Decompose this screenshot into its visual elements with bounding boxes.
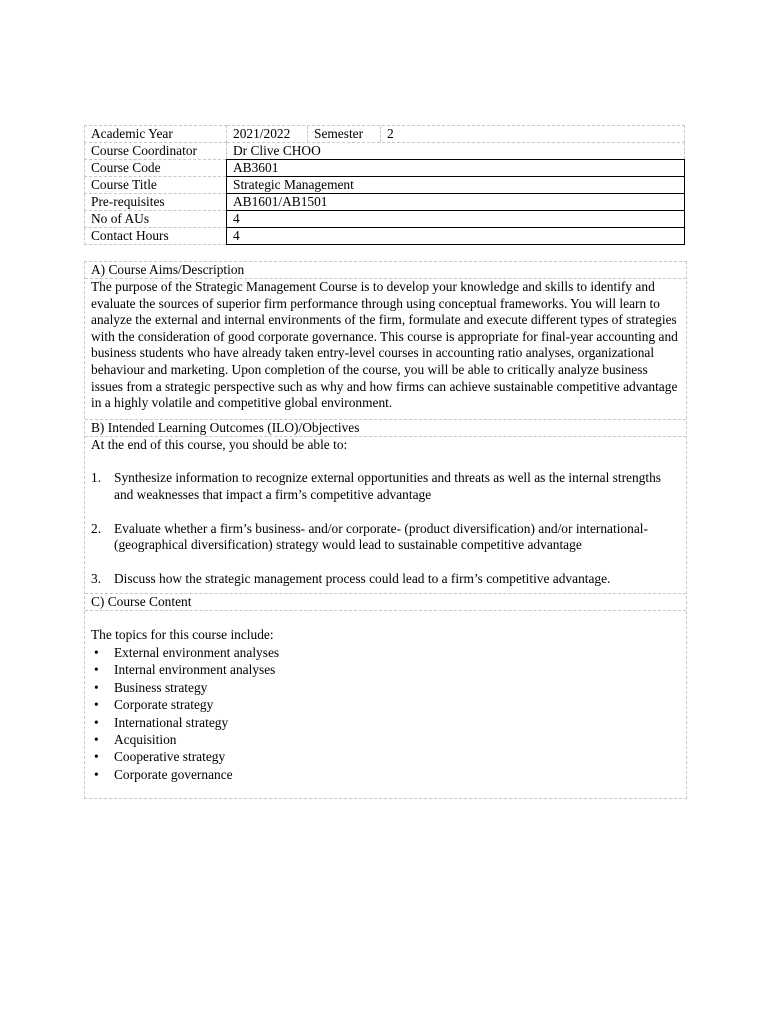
prerequisites-row (85, 194, 685, 211)
topic-text: Acquisition (114, 731, 177, 747)
bullet-icon: • (94, 662, 99, 678)
topic-text: External environment analyses (114, 644, 280, 660)
section-c-body (85, 611, 686, 798)
topic-text: Internal environment analyses (114, 662, 276, 678)
aus-label: No of AUs (85, 211, 227, 228)
bullet-icon: • (94, 697, 99, 713)
course-info-table (84, 125, 685, 245)
academic-year-label: Academic Year (85, 126, 227, 143)
list-item (91, 766, 680, 783)
topic-text: Business strategy (114, 679, 208, 695)
aus-row (85, 211, 685, 228)
course-code-label: Course Code (85, 160, 227, 177)
contact-hours-label: Contact Hours (85, 228, 227, 245)
semester-value: 2 (387, 126, 394, 141)
list-item (91, 661, 680, 678)
course-outline-page (84, 125, 685, 782)
course-sections (84, 261, 687, 799)
contact-hours-row (85, 228, 685, 245)
course-code-row (85, 160, 685, 177)
course-title-row (85, 177, 685, 194)
ilo-text: Discuss how the strategic management process could lead to a firm’s competitive advantage. (114, 570, 611, 586)
bullet-icon: • (94, 714, 99, 730)
section-a-body (85, 279, 686, 420)
ilo-number: 2. (91, 520, 102, 536)
section-b-heading: B) Intended Learning Outcomes (ILO)/Objectives (85, 420, 686, 437)
ilo-intro: At the end of this course, you should be able to: (91, 436, 348, 452)
course-code-value: AB3601 (227, 160, 685, 177)
topics-list (91, 644, 680, 783)
bullet-icon: • (94, 679, 99, 695)
topic-text: Corporate strategy (114, 697, 214, 713)
ilo-number: 1. (91, 470, 102, 486)
prerequisites-label: Pre-requisites (85, 194, 227, 211)
topic-text: International strategy (114, 714, 229, 730)
coordinator-label: Course Coordinator (85, 143, 227, 160)
aus-value: 4 (227, 211, 685, 228)
topic-text: Cooperative strategy (114, 749, 226, 765)
prerequisites-value: AB1601/AB1501 (227, 194, 685, 211)
coordinator-row (85, 143, 685, 160)
list-item (91, 470, 680, 503)
section-b-body (85, 437, 686, 595)
course-description: The purpose of the Strategic Management Course is to develop your knowledge and skills to identify and evaluate the sources of superior firm performance through using conceptual frameworks. You will learn to analyze the external and internal environments of the firm, formulate and execute different types of strategies with the consideration of good corporate governance. This course is appropriate for final-year accounting and business students who have already taken entry-level courses in accounting ratio analyses, organizational behaviour and marketing. Upon completion of the course, you will be able to critically analyze business issues from a strategic perspective such as why and how firms can achieve sustainable competitive advantage in a highly volatile and competitive global environment. (91, 279, 678, 411)
list-item (91, 644, 680, 661)
semester-label: Semester (308, 126, 381, 142)
bullet-icon: • (94, 766, 99, 782)
academic-year-value: 2021/2022 (233, 126, 308, 142)
course-title-value: Strategic Management (227, 177, 685, 194)
course-title-label: Course Title (85, 177, 227, 194)
contact-hours-value: 4 (227, 228, 685, 245)
list-item (91, 748, 680, 765)
section-c-heading: C) Course Content (85, 594, 686, 611)
coordinator-value: Dr Clive CHOO (227, 143, 685, 160)
academic-year-cell (227, 126, 685, 143)
bullet-icon: • (94, 644, 99, 660)
ilo-list (91, 470, 680, 587)
bullet-icon: • (94, 731, 99, 747)
topics-intro: The topics for this course include: (91, 627, 274, 643)
ilo-text: Synthesize information to recognize external opportunities and threats as well as the internal strengths and weaknesses that impact a firm’s competitive advantage (114, 470, 661, 502)
list-item (91, 714, 680, 731)
academic-year-row (85, 126, 685, 143)
list-item (91, 521, 680, 554)
topic-text: Corporate governance (114, 766, 233, 782)
list-item (91, 731, 680, 748)
section-a-heading: A) Course Aims/Description (85, 262, 686, 279)
list-item (91, 696, 680, 713)
ilo-text: Evaluate whether a firm’s business- and/or corporate- (product diversification) and/or international- (geographical diversification) strategy would lead to sustainable competitive advantage (114, 520, 648, 553)
ilo-number: 3. (91, 570, 102, 586)
list-item (91, 571, 680, 588)
list-item (91, 679, 680, 696)
bullet-icon: • (94, 749, 99, 765)
